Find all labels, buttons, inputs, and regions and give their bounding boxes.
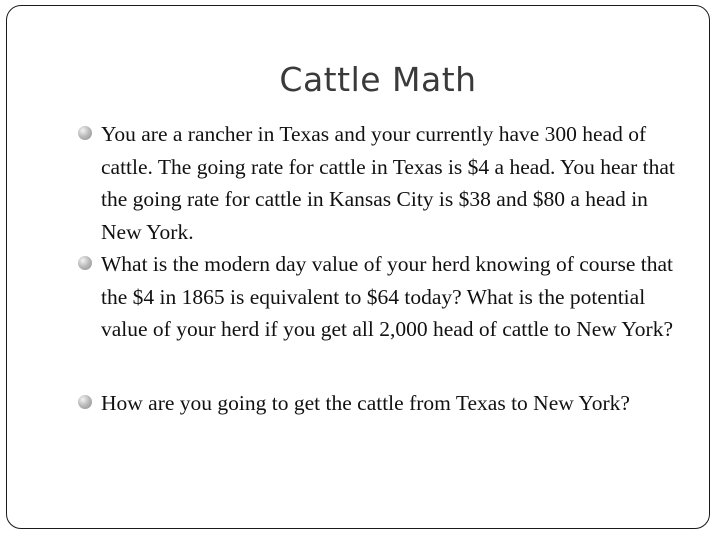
bullet-text: How are you going to get the cattle from Texas to New York? — [101, 390, 630, 415]
bullet-list — [78, 118, 684, 419]
bullet-text: You are a rancher in Texas and your currently have 300 head of cattle. The going rate for cattle in Texas is $4 a head. You hear that the going rate for cattle in Kansas City is $38 and $80 a head in New York. — [101, 122, 675, 244]
bullet-item-transport — [78, 387, 684, 420]
slide-title: Cattle Math — [279, 60, 477, 99]
round-bullet-icon — [78, 126, 92, 140]
bullet-item-herd-value — [78, 248, 684, 346]
round-bullet-icon — [78, 395, 92, 409]
bullet-item-rancher — [78, 118, 684, 248]
round-bullet-icon — [78, 256, 92, 270]
bullet-text: What is the modern day value of your herd knowing of course that the $4 in 1865 is equivalent to $64 today? What is the potential value of your herd if you get all 2,000 head of cattle to New York? — [101, 252, 673, 341]
